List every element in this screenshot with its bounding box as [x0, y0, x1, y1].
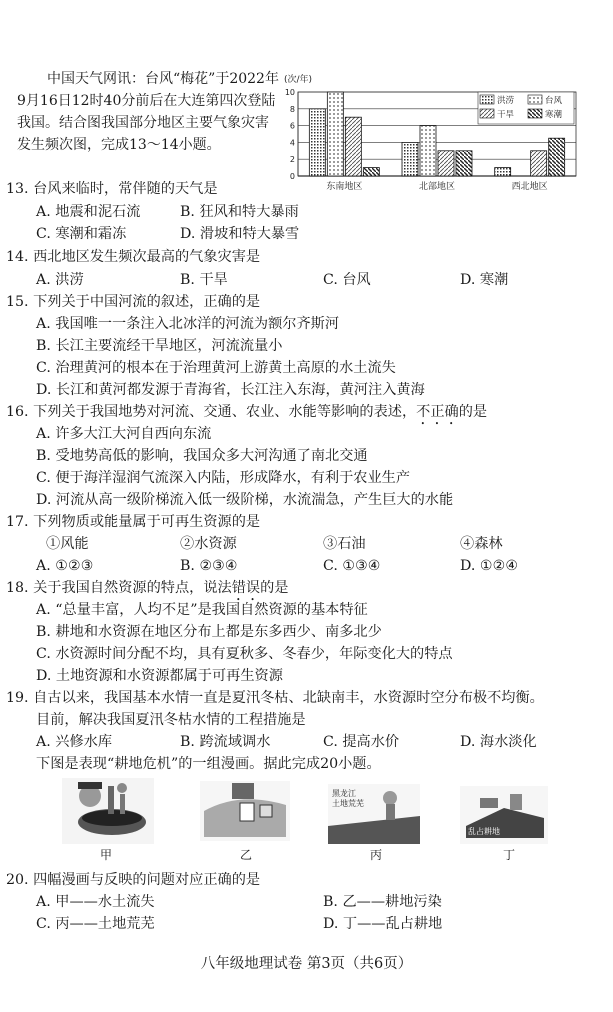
chart-y-label: (次/年): [284, 75, 313, 85]
q14-option-a: A. 洪涝: [36, 272, 84, 288]
chart-bar: [456, 151, 472, 176]
q18-stem-emphasis: 错误: [231, 580, 261, 596]
chart-bar: [495, 168, 511, 176]
chart-category-label: 西北地区: [511, 182, 548, 192]
chart-bar: [438, 151, 454, 176]
q13-stem: 13. 台风来临时，常伴随的天气是: [6, 181, 218, 197]
chart-legend-label: 洪涝: [497, 96, 515, 106]
chart-legend-label: 干旱: [497, 110, 515, 120]
q13-option-a: A. 地震和泥石流: [36, 204, 141, 220]
q18-stem-part1: 18. 关于我国自然资源的特点，说法: [6, 580, 232, 596]
q14-stem: 14. 西北地区发生频次最高的气象灾害是: [6, 249, 261, 265]
q18-stem-part3: 的是: [260, 580, 289, 596]
chart-bar: [549, 138, 565, 176]
q15-stem: 15. 下列关于中国河流的叙述，正确的是: [6, 294, 261, 310]
q16-option-a: A. 许多大江大河自西向东流: [36, 426, 212, 442]
q16-option-d: D. 河流从高一级阶梯流入低一级阶梯，水流湍急，产生巨大的水能: [36, 492, 454, 508]
chart-bar: [327, 92, 343, 176]
chart-legend-label: 寒潮: [545, 110, 563, 120]
chart-y-tick-label: 8: [289, 104, 295, 114]
chart-bar: [309, 109, 325, 176]
comic-ding-label: 丁: [503, 848, 516, 862]
comic-jia-label: 甲: [100, 848, 113, 862]
chart-bar: [363, 168, 379, 176]
chart-y-tick-label: 2: [289, 155, 295, 165]
comic-ding-sign: 乱占耕地: [468, 827, 500, 836]
q13-option-d: D. 滑坡和特大暴雪: [180, 226, 300, 242]
q16-stem-part1: 16. 下列关于我国地势对河流、交通、农业、水能等影响的表述，: [6, 404, 417, 420]
q16-option-c: C. 便于海洋湿润气流深入内陆，形成降水，有利于农业生产: [36, 470, 411, 486]
q16-stem-part3: 的是: [458, 404, 488, 420]
q19-option-d: D. 海水淡化: [460, 734, 537, 750]
q17-option-a: A. ①②③: [36, 558, 94, 574]
q19-option-a: A. 兴修水库: [36, 734, 113, 750]
comic-intro: 下图是表现“耕地危机”的一组漫画。据此完成20小题。: [36, 756, 381, 772]
chart-category-label: 北部地区: [418, 182, 456, 192]
q15-option-c: C. 治理黄河的根本在于治理黄河上游黄土高原的水土流失: [36, 360, 396, 376]
q13-option-b: B. 狂风和特大暴雨: [180, 204, 299, 220]
q17-stem: 17. 下列物质或能量属于可再生资源的是: [6, 514, 261, 530]
q20-option-b: B. 乙——耕地污染: [323, 894, 442, 910]
q17-item-3: ③石油: [323, 536, 366, 552]
chart-legend-swatch: [528, 95, 542, 104]
comic-bing-sign-line1: 黑龙江: [332, 789, 356, 798]
comic-ding-image: [460, 786, 548, 844]
q17-item-2: ②水资源: [180, 536, 237, 552]
chart-category-label: 东南地区: [326, 182, 363, 192]
q16-option-b: B. 受地势高低的影响，我国众多大河沟通了南北交通: [36, 448, 368, 464]
comic-yi-image: [200, 781, 290, 841]
q15-option-a: A. 我国唯一一条注入北冰洋的河流为额尔齐斯河: [36, 316, 340, 332]
chart-bar: [345, 117, 361, 176]
comic-bing-image: [328, 784, 420, 844]
chart-legend-swatch: [528, 109, 542, 118]
q20-option-d: D. 丁——乱占耕地: [323, 916, 443, 932]
chart-legend-swatch: [480, 109, 494, 118]
q19-stem-line1: 19. 自古以来，我国基本水情一直是夏汛冬枯、北缺南丰，水资源时空分布极不均衡。: [6, 690, 544, 706]
comic-bing-sign-line2: 土地荒芜: [332, 799, 364, 808]
q16-stem-emphasis: 不正确: [416, 404, 459, 420]
chart-bar: [402, 142, 418, 176]
q15-option-b: B. 长江主要流经干旱地区，河流流量小: [36, 338, 283, 354]
intro-paragraph: 中国天气网讯：台风“梅花”于2022年9月16日12时40分前后在大连第四次登陆我国。结合图我国部分地区主要气象灾害发生频次图，完成13～14小题。: [17, 71, 279, 153]
q14-option-c: C. 台风: [323, 272, 371, 288]
q18-option-d: D. 土地资源和水资源都属于可再生资源: [36, 668, 283, 684]
comic-jia-image: [62, 778, 154, 844]
chart-y-tick-label: 10: [284, 88, 295, 97]
chart-y-tick-label: 4: [289, 138, 295, 148]
q20-stem: 20. 四幅漫画与反映的问题对应正确的是: [6, 872, 261, 888]
chart-legend-label: 台风: [545, 96, 563, 106]
chart-bar: [420, 126, 436, 176]
q17-option-b: B. ②③④: [180, 558, 238, 574]
chart-y-tick-label: 0: [289, 172, 295, 181]
q14-option-d: D. 寒潮: [460, 272, 509, 288]
q17-item-4: ④森林: [460, 536, 503, 552]
page-footer: 八年级地理试卷 第3页（共6页）: [200, 956, 413, 972]
q17-option-d: D. ①②④: [460, 558, 519, 574]
comic-yi-label: 乙: [240, 848, 253, 862]
q20-option-a: A. 甲——水土流失: [36, 894, 155, 910]
q18-option-a: A. “总量丰富，人均不足”是我国自然资源的基本特征: [36, 602, 368, 618]
chart-legend-swatch: [480, 95, 494, 104]
disaster-frequency-chart: [284, 72, 584, 200]
q18-option-b: B. 耕地和水资源在地区分布上都是东多西少、南多北少: [36, 624, 382, 640]
chart-bar: [531, 151, 547, 176]
q19-option-b: B. 跨流域调水: [180, 734, 271, 750]
q15-option-d: D. 长江和黄河都发源于青海省，长江注入东海，黄河注入黄海: [36, 382, 425, 398]
q19-option-c: C. 提高水价: [323, 734, 400, 750]
q19-stem-line2: 目前，解决我国夏汛冬枯水情的工程措施是: [36, 712, 306, 728]
comic-bing-label: 丙: [370, 848, 383, 862]
q14-option-b: B. 干旱: [180, 272, 228, 288]
q18-option-c: C. 水资源时间分配不均，具有夏秋多、冬春少，年际变化大的特点: [36, 646, 453, 662]
q20-option-c: C. 丙——土地荒芜: [36, 916, 155, 932]
q17-item-1: ①风能: [46, 536, 89, 552]
chart-y-tick-label: 6: [289, 121, 295, 131]
q17-option-c: C. ①③④: [323, 558, 381, 574]
q13-option-c: C. 寒潮和霜冻: [36, 226, 127, 242]
